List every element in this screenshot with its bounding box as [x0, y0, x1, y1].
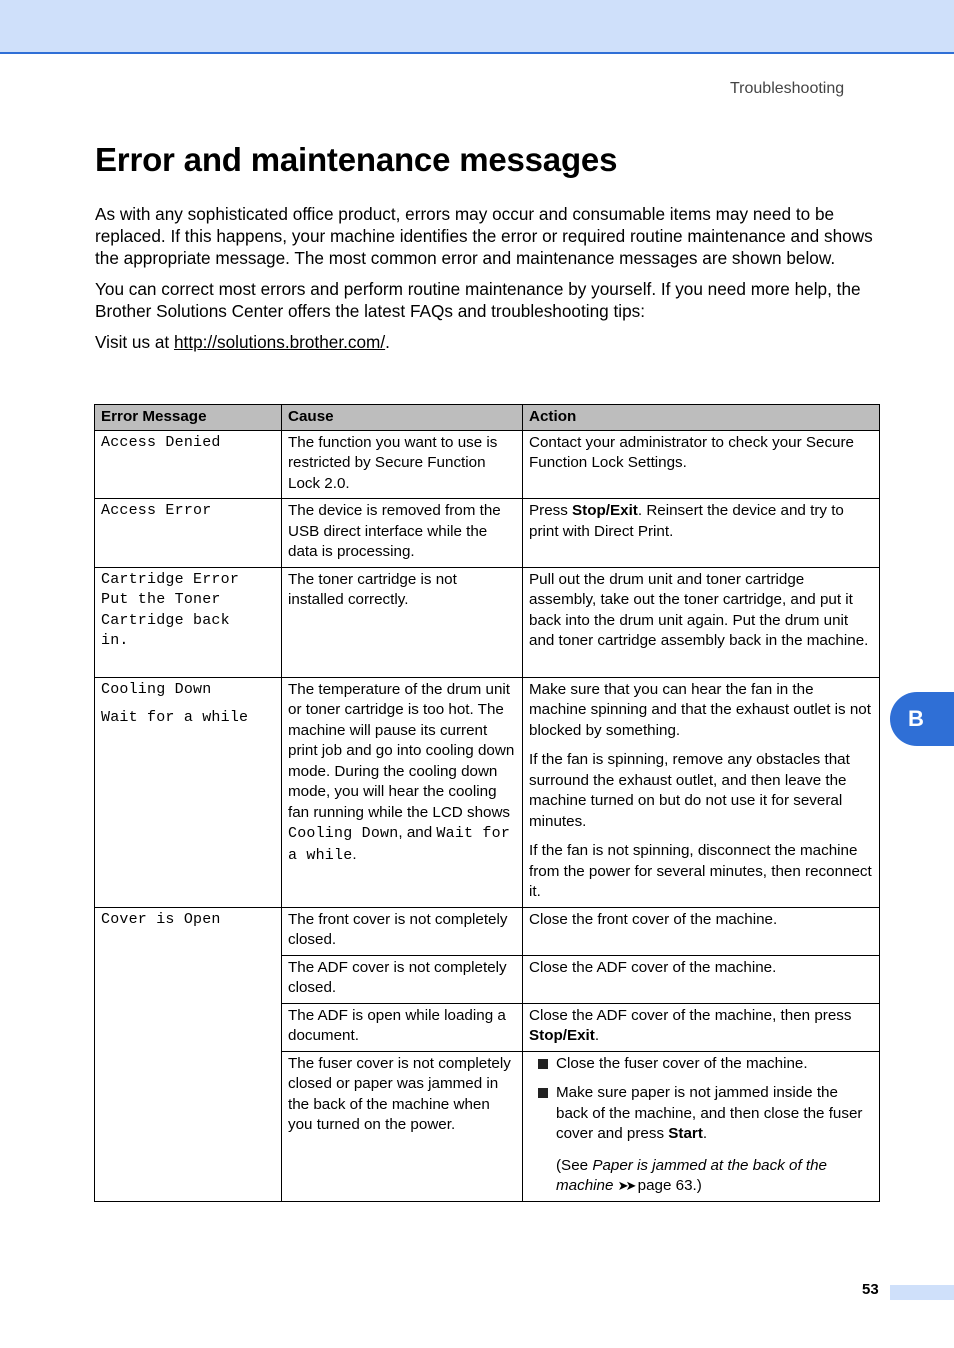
action-text: .	[594, 1027, 600, 1044]
square-bullet-icon	[538, 1088, 548, 1098]
cause-cell: The ADF cover is not completely closed.	[282, 955, 523, 1003]
bullet-text: Make sure paper is not jammed inside the back of the machine, and then close the fuser cover and press	[556, 1084, 863, 1142]
header-error-message: Error Message	[95, 405, 282, 431]
cause-cell: The front cover is not completely closed.	[282, 907, 523, 955]
action-text: Close the ADF cover of the machine, then press	[529, 1006, 852, 1024]
bullet-item	[529, 1083, 873, 1145]
action-paragraph: If the fan is spinning, remove any obstacles that surround the exhaust outlet, and then leave the machine turned on but do not use it for several minutes.	[529, 751, 850, 830]
action-paragraph: If the fan is not spinning, disconnect the machine from the power for several minutes, then reconnect it.	[529, 842, 872, 900]
lcd-text-wait: Wait for a while	[288, 825, 511, 864]
header-cause: Cause	[282, 405, 523, 431]
cause-cell: The fuser cover is not completely closed or paper was jammed in the back of the machine when you turned on the power.	[282, 1051, 523, 1201]
cause-cell: The device is removed from the USB direct interface while the data is processing.	[282, 499, 523, 568]
bullet-item	[529, 1054, 873, 1075]
message-line: Cooling Down	[101, 680, 212, 698]
cause-text: .	[352, 845, 357, 863]
bullet-text: Close the fuser cover of the machine.	[556, 1054, 808, 1072]
cause-text: , and	[398, 824, 437, 841]
message-line: Put the Toner	[101, 591, 221, 608]
start-key: Start	[668, 1125, 703, 1142]
message-line: Wait for a while	[101, 709, 249, 726]
table-row	[95, 907, 880, 955]
message-line: Cartridge Error	[101, 570, 240, 588]
visit-line	[95, 331, 880, 353]
line-gap	[101, 700, 275, 708]
message-line: Cartridge back	[101, 611, 230, 629]
error-messages-table	[94, 404, 880, 1202]
cause-cell: The ADF is open while loading a document.	[282, 1003, 523, 1051]
table-row	[95, 430, 880, 499]
action-cell	[523, 499, 880, 568]
cause-cell: The toner cartridge is not installed correctly.	[282, 567, 523, 677]
header-action: Action	[523, 405, 880, 431]
intro-paragraph-2: You can correct most errors and perform routine maintenance by yourself. If you need more help, the Brother Solutions Center offers the latest FAQs and troubleshooting tips:	[95, 279, 861, 321]
page-title: Error and maintenance messages	[95, 141, 618, 178]
error-message-cell	[95, 567, 282, 677]
error-message-cell: Access Error	[95, 499, 282, 568]
action-cell	[523, 677, 880, 907]
stop-exit-key: Stop/Exit	[529, 1027, 595, 1044]
error-message-cell	[95, 677, 282, 907]
see-text: page 63.)	[633, 1177, 702, 1194]
error-message-cell: Cover is Open	[95, 907, 282, 1201]
footer-band	[890, 1285, 954, 1300]
action-cell: Close the front cover of the machine.	[523, 907, 880, 955]
action-cell: Close the ADF cover of the machine.	[523, 955, 880, 1003]
cause-cell	[282, 677, 523, 907]
intro-paragraph-1: As with any sophisticated office product, errors may occur and consumable items may need to be replaced. If this happens, your machine identifies the error or required routine maintenance and shows the appropriate message. The most common error and maintenance messages are shown below.	[95, 204, 873, 268]
action-cell	[523, 1003, 880, 1051]
square-bullet-icon	[538, 1059, 548, 1069]
cross-reference-title: Paper is jammed at the back of the machine	[556, 1156, 827, 1194]
lcd-text-cooling-down: Cooling Down	[288, 825, 399, 842]
message-line: in.	[101, 632, 129, 649]
action-cell: Contact your administrator to check your Secure Function Lock Settings.	[523, 430, 880, 499]
visit-suffix: .	[385, 332, 390, 352]
cross-reference	[529, 1156, 873, 1197]
page-number: 53	[862, 1281, 879, 1298]
table-header-row	[95, 405, 880, 431]
bullet-text: .	[702, 1125, 708, 1142]
action-cell: Pull out the drum unit and toner cartridge assembly, take out the toner cartridge, and put it back into the drum unit again. Put the drum unit and toner cartridge assembly back in the machine.	[523, 567, 880, 677]
action-text: . Reinsert the device and try to print with Direct Print.	[529, 502, 844, 540]
error-message-cell: Access Denied	[95, 430, 282, 499]
cause-text: The temperature of the drum unit or toner cartridge is too hot. The machine will pause its current print job and go into cooling down mode. During the cooling down mode, you will hear the cooling fan running while the LCD shows	[288, 680, 515, 821]
action-paragraph: Make sure that you can hear the fan in the machine spinning and that the exhaust outlet is not blocked by something.	[529, 680, 871, 739]
table-row	[95, 499, 880, 568]
table-row	[95, 567, 880, 677]
running-head: Troubleshooting	[730, 80, 845, 97]
see-text: (See	[556, 1156, 593, 1174]
appendix-tab: B	[890, 692, 954, 746]
header-band	[0, 0, 954, 54]
solutions-link[interactable]: http://solutions.brother.com/	[173, 332, 386, 352]
table-row	[95, 677, 880, 907]
visit-prefix: Visit us at	[95, 332, 174, 352]
intro-text	[95, 203, 880, 362]
stop-exit-key: Stop/Exit	[572, 502, 638, 519]
action-cell	[523, 1051, 880, 1201]
double-arrow-icon: ➤➤	[617, 1178, 634, 1193]
cause-cell: The function you want to use is restricted by Secure Function Lock 2.0.	[282, 430, 523, 499]
action-text: Press	[529, 502, 573, 519]
